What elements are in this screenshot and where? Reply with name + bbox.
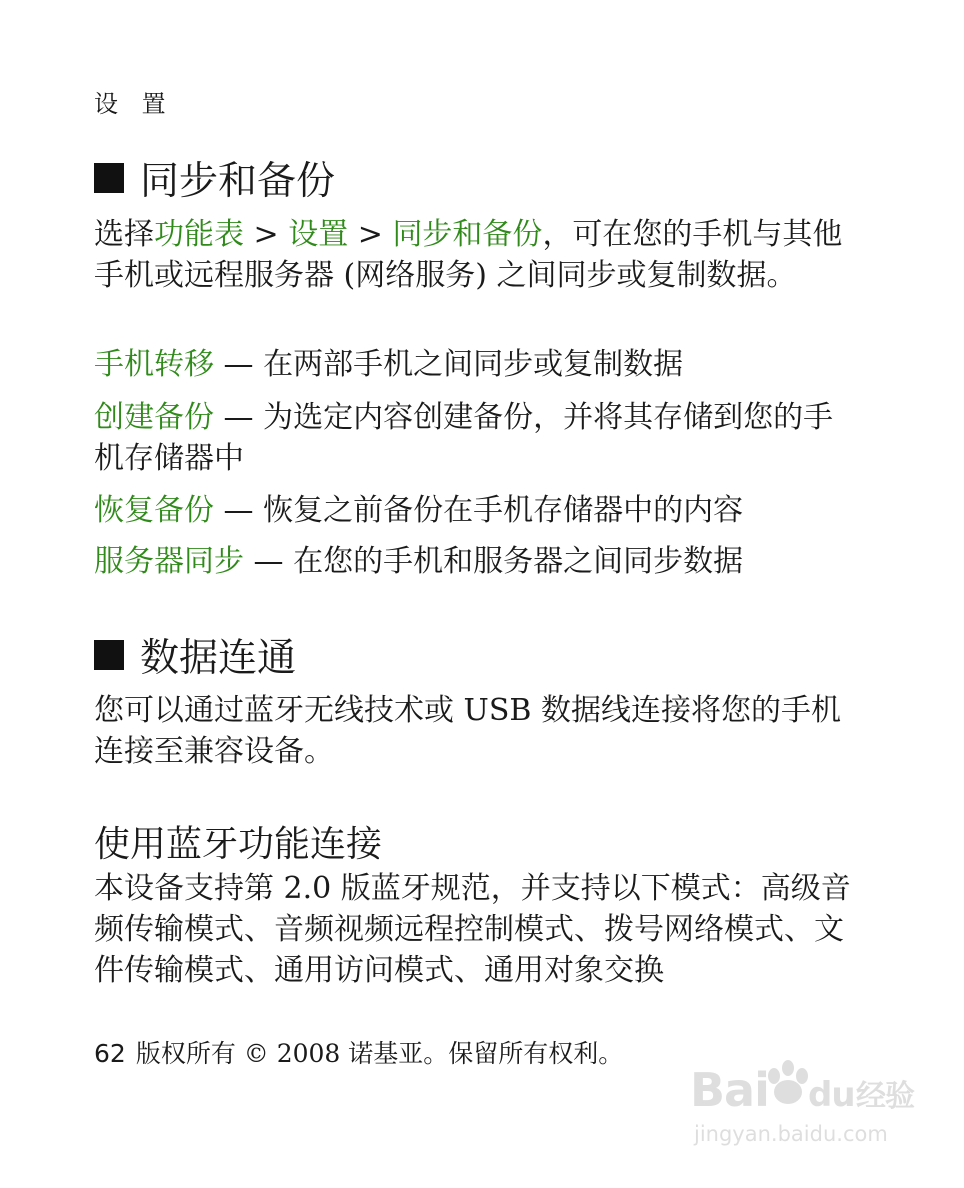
copyright-text: 版权所有 © 2008 诺基亚。保留所有权利。	[135, 1039, 624, 1068]
square-bullet-icon	[94, 640, 124, 670]
menu-path-settings: 设置	[288, 217, 349, 252]
baidu-watermark	[690, 1048, 920, 1158]
sync-item-label: 创建备份	[94, 400, 214, 435]
sync-item-label: 服务器同步	[94, 544, 244, 579]
sync-item-server-sync	[94, 541, 854, 582]
svg-text:Bai: Bai	[690, 1063, 769, 1116]
data-conn-body: 您可以通过蓝牙无线技术或 USB 数据线连接将您的手机连接至兼容设备。	[94, 693, 841, 769]
intro-select: 选择	[94, 217, 154, 252]
sync-intro	[94, 214, 854, 296]
square-bullet-icon	[94, 163, 124, 193]
menu-path-sync: 同步和备份	[392, 217, 543, 252]
watermark-url: jingyan.baidu.com	[694, 1122, 888, 1146]
sync-item-create-backup	[94, 397, 854, 479]
svg-text:经验: 经验	[856, 1079, 914, 1114]
sync-item-label: 手机转移	[94, 347, 214, 382]
menu-path-sep1: >	[244, 217, 289, 252]
section-header: 设 置	[94, 90, 174, 118]
sync-item-phone-transfer	[94, 344, 854, 385]
sync-item-desc: — 在两部手机之间同步或复制数据	[214, 347, 684, 382]
menu-path-sep2: >	[348, 217, 393, 252]
data-conn-heading	[94, 627, 296, 683]
page-number: 62	[94, 1039, 126, 1068]
sync-heading	[94, 150, 335, 206]
sync-item-desc: — 在您的手机和服务器之间同步数据	[244, 544, 744, 579]
sync-item-desc: — 恢复之前备份在手机存储器中的内容	[214, 493, 744, 528]
sync-item-desc: — 为选定内容创建备份，并将其存储到您的手机存储器中	[94, 400, 834, 476]
sync-item-restore-backup	[94, 490, 854, 531]
bluetooth-heading: 使用蓝牙功能连接	[94, 824, 383, 865]
bluetooth-body: 本设备支持第 2.0 版蓝牙规范，并支持以下模式：高级音频传输模式、音频视频远程控制模式、拨号网络模式、文件传输模式、通用访问模式、通用对象交换	[94, 871, 851, 988]
svg-text:du: du	[808, 1075, 855, 1115]
menu-path-menu: 功能表	[154, 217, 244, 252]
data-conn-heading-text: 数据连通	[140, 636, 297, 681]
page-footer	[94, 1034, 623, 1070]
intro-rest: ，可在您的手机与其他手机或远程服务器 (网络服务) 之间同步或复制数据。	[94, 217, 843, 293]
baidu-paw-icon	[690, 1056, 920, 1116]
watermark-logo	[690, 1056, 920, 1128]
sync-heading-text: 同步和备份	[140, 159, 336, 204]
sync-item-label: 恢复备份	[94, 493, 214, 528]
